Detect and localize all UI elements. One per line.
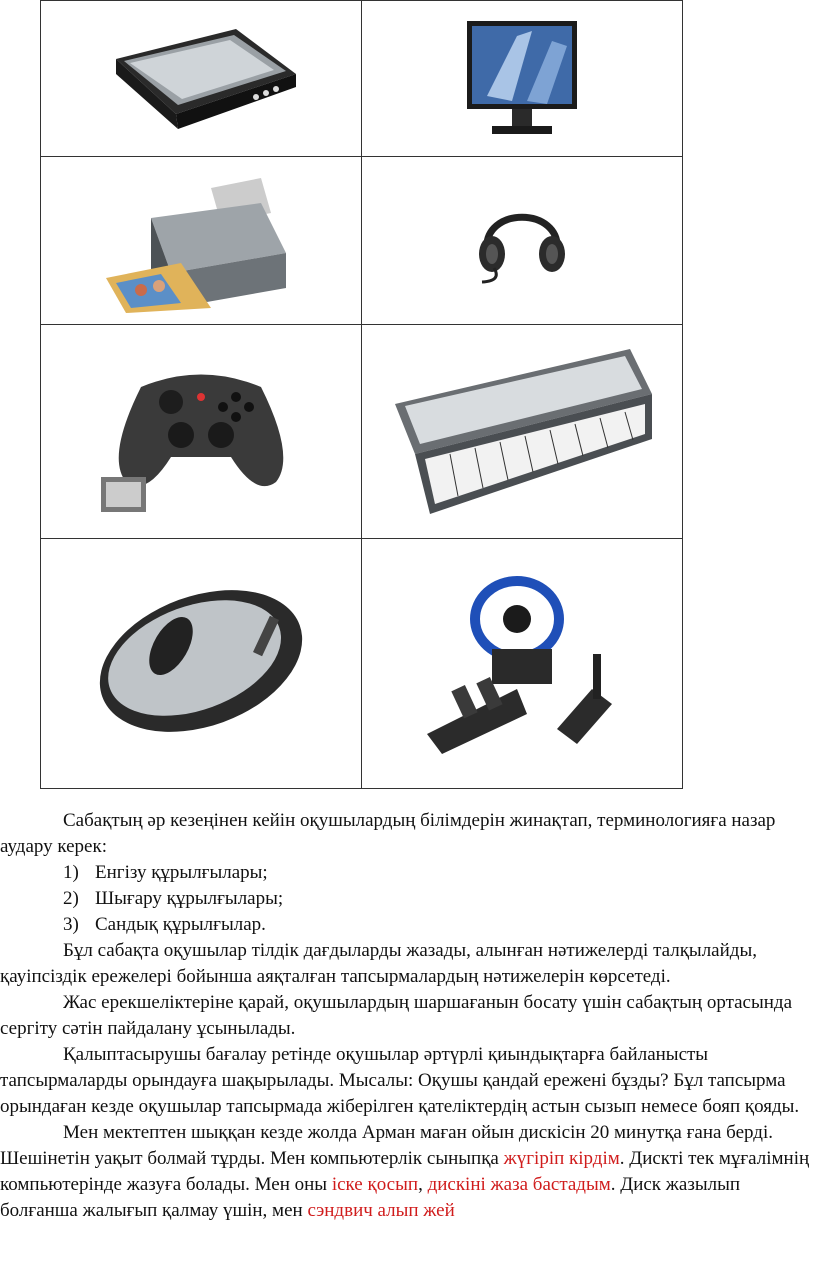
list-item: 2) Шығару құрылғылары; (63, 888, 284, 909)
paragraph-2: Бұл сабақта оқушылар тілдік дағдыларды жазады, алынған нәтижелерді талқылайды, қауіпсіздік ережелері бойынша аяқталған тапсырмалардың нәтижелерін көрсетеді. (0, 940, 757, 987)
highlight-text: жүгіріп кірдім (503, 1148, 620, 1169)
device-types-list (0, 860, 816, 938)
gamepad-image (101, 347, 301, 517)
headphones-image (472, 196, 572, 286)
paragraph-3: Жас ерекшеліктеріне қарай, оқушылардың шаршағанын босату үшін сабақтың ортасында сергіту сәтін пайдалану ұсынылады. (0, 992, 793, 1039)
table-cell-printer (41, 157, 362, 325)
table-row (41, 1, 683, 157)
paragraph-1: Сабақтың әр кезеңінен кейін оқушылардың білімдерін жинақтап, терминологияға назар аудару керек: (0, 810, 776, 857)
table-row (41, 325, 683, 539)
table-row (41, 157, 683, 325)
printer-image (101, 168, 301, 313)
table-row (41, 539, 683, 789)
paragraph-4: Қалыптасырушы бағалау ретінде оқушылар әртүрлі қиындықтарға байланысты тапсырмаларды орындауға шақырылады. Мысалы: Оқушы қандай ережені бұзды? Бұл тапсырма орындаған кезде оқушылар тапсырмада жіберілген қателіктердің астын сызып немесе бояп қояды. (0, 1044, 800, 1117)
list-item: 3) Сандық құрылғылар. (63, 914, 266, 935)
body-text (0, 808, 816, 1224)
highlight-text: іске қосып (331, 1174, 419, 1195)
mouse-image (91, 576, 311, 751)
table-cell-scanner (41, 1, 362, 157)
highlight-text: сэндвич алып жей (307, 1200, 455, 1221)
midi-keyboard-image (390, 344, 655, 519)
steering-wheel-image (417, 569, 627, 759)
monitor-image (457, 16, 587, 141)
table-cell-headphones (362, 157, 683, 325)
devices-table (40, 0, 683, 789)
list-item: 1) Енгізу құрылғылары; (63, 862, 268, 883)
table-cell-monitor (362, 1, 683, 157)
scanner-image (96, 19, 306, 139)
table-cell-steering-wheel (362, 539, 683, 789)
table-cell-gamepad (41, 325, 362, 539)
paragraph-5: Мен мектептен шыққан кезде жолда Арман маған ойын дискісін 20 минутқа ғана берді. Шешінетін уақыт болмай тұрды. Мен компьютерлік сыныпқа жүгіріп кірдім. Дискті тек мұғалімнің компьютерінде жазуға болады. Мен оны іске қосып, дискіні жаза бастадым. Диск жазылып болғанша жалығып қалмау үшін, мен сэндвич алып жей (0, 1122, 810, 1221)
table-cell-mouse (41, 539, 362, 789)
highlight-text: дискіні жаза бастадым (427, 1174, 611, 1195)
table-cell-midi-keyboard (362, 325, 683, 539)
